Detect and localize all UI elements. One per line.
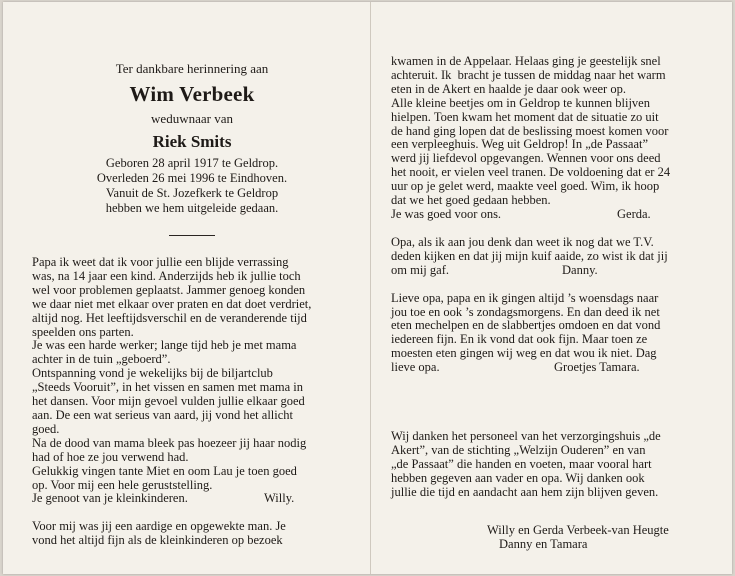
text-line-last: om mij gaf.: [391, 262, 449, 277]
text-line: Je was een harde werker; lange tijd heb je met mama: [32, 338, 297, 353]
text-line: eten mechelpen en de slabbertjes omdoen en dat vond: [391, 318, 661, 333]
signature-tamara: Groetjes Tamara.: [554, 360, 640, 375]
life-dates: [32, 156, 352, 216]
signature-parents: Willy en Gerda Verbeek-van Heugte: [487, 522, 669, 537]
text-line: hielpen. Toen kwam het moment dat de situatie zo uit: [391, 109, 659, 124]
text-line: jullie die tijd en aandacht aan hem zijn blijven geven.: [391, 484, 659, 499]
text-line: achteruit. Ik bracht je tussen de middag naar het warm: [391, 67, 666, 82]
text-line: een verpleeghuis. Weg uit Geldrop! In „de Passaat”: [391, 137, 649, 152]
text-line: deden kijken en dat jij mijn kuif aaide, zo wist ik dat jij: [391, 248, 668, 263]
text-line: moesten eten gingen wij weg en dat wou ik niet. Dag: [391, 346, 657, 361]
memorial-card: [3, 2, 732, 574]
text-line: het nooit, er vielen veel tranen. De voldoening dat er 24: [391, 165, 671, 180]
text-line: „de Passaat” die handen en voeten, maar vooral hart: [391, 456, 652, 471]
text-line: we daar niet met elkaar over praten en dat doet verdriet,: [32, 296, 312, 311]
text-line: wel voor problemen geplaatst. Jammer genoeg konden: [32, 282, 306, 297]
signature-gerda: Gerda.: [617, 206, 651, 221]
text-line: altijd nog. Het leeftijdsverschil en de veranderende tijd: [32, 310, 307, 325]
text-line: op. Voor mij een hele geruststelling.: [32, 477, 213, 492]
church-line: Vanuit de St. Jozefkerk te Geldrop: [105, 186, 279, 200]
text-line: hebben gegeven aan vader en opa. Wij danken ook: [391, 470, 645, 485]
card-fold: [370, 2, 371, 574]
signature-willy: Willy.: [264, 491, 295, 506]
death-line: Overleden 26 mei 1996 te Eindhoven.: [96, 171, 288, 185]
willy-message-continued: [32, 520, 352, 548]
farewell-line: hebben we hem uitgeleide gedaan.: [105, 201, 279, 215]
card-header: [32, 61, 352, 236]
text-line: Wij danken het personeel van het verzorgingshuis „de: [391, 429, 661, 444]
text-line: uur op je gelet werd, maakte veel goed. Wim, ik hoop: [391, 179, 660, 194]
signature-grandchildren: Danny en Tamara: [499, 536, 588, 551]
text-line: eten in de Akert en haalde je daar ook weer op.: [391, 81, 626, 96]
family-signature: [391, 523, 711, 551]
text-line: Alle kleine beetjes om in Geldrop te kunnen blijven: [391, 95, 650, 110]
text-line: Akert”, van de stichting „Welzijn Ouderen” en van: [391, 442, 646, 457]
widower-text: weduwnaar van: [151, 111, 233, 126]
intro-text: Ter dankbare herinnering aan: [115, 61, 269, 76]
text-line: „Steeds Vooruit”, in het vissen en samen met mama in: [32, 380, 304, 395]
text-line: goed.: [32, 421, 60, 436]
text-line: Gelukkig vingen tante Miet en oom Lau je toen goed: [32, 463, 297, 478]
deceased-name: Wim Verbeek: [129, 82, 255, 106]
text-line: [391, 361, 711, 375]
text-line: jou toe en ook ’s zondagsmorgens. En dan deed ik net: [391, 304, 660, 319]
text-line: werd jij liefdevol opgevangen. Wennen voor ons deed: [391, 151, 661, 166]
text-line: speelden ons parten.: [32, 324, 134, 339]
text-line-last: Je genoot van je kleinkinderen.: [32, 491, 188, 506]
willy-message: [32, 256, 352, 506]
text-line: Papa ik weet dat ik voor jullie een blijde verrassing: [32, 255, 289, 269]
text-line: had of hoe ze jou verwend had.: [32, 449, 189, 464]
text-line-last: lieve opa.: [391, 360, 440, 375]
text-line: [391, 208, 711, 222]
birth-line: Geboren 28 april 1917 te Geldrop.: [105, 156, 279, 170]
thanks-message: [391, 430, 711, 500]
tamara-message: [391, 292, 711, 375]
text-line: Na de dood van mama bleek pas hoezeer jij haar nodig: [32, 435, 307, 450]
text-line: kwamen in de Appelaar. Helaas ging je geestelijk snel: [391, 54, 661, 68]
right-page: [391, 55, 711, 551]
text-line: iedereen fijn. En ik vond dat ook fijn. Maar toen ze: [391, 332, 648, 347]
signature-danny: Danny.: [562, 262, 598, 277]
spouse-name: Riek Smits: [152, 132, 232, 151]
left-page: [32, 60, 352, 548]
text-line: de hand ging lopen dat de beslissing moest komen voor: [391, 123, 669, 138]
text-line: vond het altijd fijn als de kleinkinderen op bezoek: [32, 533, 283, 548]
text-line: was, na 14 jaar een kind. Anderzijds heb ik jullie toch: [32, 268, 301, 283]
text-line: [391, 264, 711, 278]
text-line: Opa, als ik aan jou denk dan weet ik nog dat we T.V.: [391, 234, 654, 249]
text-line: Voor mij was jij een aardige en opgewekte man. Je: [32, 519, 286, 534]
text-line: Lieve opa, papa en ik gingen altijd ’s woensdags naar: [391, 290, 659, 305]
danny-message: [391, 236, 711, 278]
text-line: aan. De een wat serieus van aard, jij vond het allicht: [32, 407, 294, 422]
text-line-last: Je was goed voor ons.: [391, 206, 502, 221]
text-line: het dansen. Voor mijn gevoel vulden jullie elkaar goed: [32, 394, 305, 409]
gerda-message: [391, 55, 711, 222]
text-line: dat we het goed gedaan hebben.: [391, 193, 551, 208]
text-line: achter in de tuin „geboerd”.: [32, 352, 171, 367]
text-line: Ontspanning vond je wekelijks bij de biljartclub: [32, 366, 273, 381]
text-line: [32, 492, 352, 506]
